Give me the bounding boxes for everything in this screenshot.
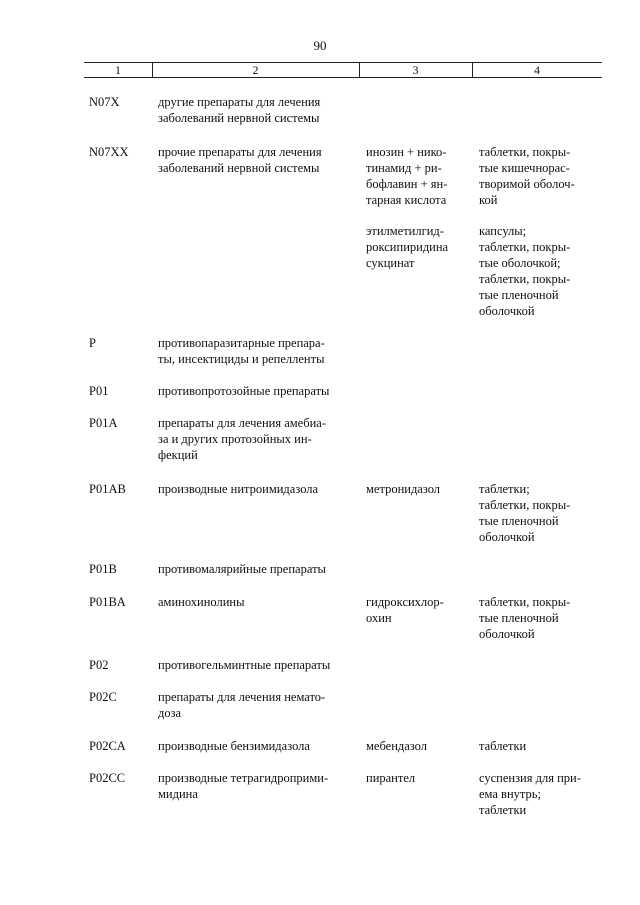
column-header-1: 1 xyxy=(115,63,121,77)
group-name: аминохинолины xyxy=(158,595,245,609)
dosage-form: таблетки, покры- тые пленочной оболочкой xyxy=(479,595,571,641)
atc-code: P02 xyxy=(89,658,109,672)
atc-code: P02C xyxy=(89,690,117,704)
group-name: производные нитроимидазола xyxy=(158,482,319,496)
drug-name: пирантел xyxy=(366,771,416,785)
dosage-form: таблетки xyxy=(479,739,527,753)
dosage-form: суспензия для при- ема внутрь; таблетки xyxy=(479,771,581,817)
group-name: препараты для лечения амебиа- за и других протозойных ин- фекций xyxy=(158,416,326,462)
atc-code: P01AB xyxy=(89,482,126,496)
atc-code: P01B xyxy=(89,562,117,576)
dosage-form: таблетки; таблетки, покры- тые пленочной оболочкой xyxy=(479,482,571,544)
atc-code: P01A xyxy=(89,416,118,430)
column-header-4: 4 xyxy=(534,63,540,77)
atc-code: P01 xyxy=(89,384,109,398)
dosage-form: таблетки, покры- тые кишечнорас- творимой оболоч- кой xyxy=(479,145,575,207)
group-name: противопаразитарные препара- ты, инсектициды и репелленты xyxy=(158,336,325,366)
dosage-form: капсулы; таблетки, покры- тые оболочкой; таблетки, покры- тые пленочной оболочкой xyxy=(479,224,571,318)
drug-name: гидроксихлор- охин xyxy=(366,595,444,625)
group-name: другие препараты для лечения заболеваний нервной системы xyxy=(158,95,321,125)
atc-code: N07X xyxy=(89,95,120,109)
column-header-2: 2 xyxy=(252,63,259,77)
atc-code: P02CC xyxy=(89,771,126,785)
column-header-3: 3 xyxy=(412,63,419,77)
group-name: прочие препараты для лечения заболеваний нервной системы xyxy=(158,145,322,175)
group-name: противогельминтные препараты xyxy=(158,658,331,672)
group-name: противомалярийные препараты xyxy=(158,562,326,576)
group-name: препараты для лечения немато- доза xyxy=(158,690,326,720)
atc-code: P01BA xyxy=(89,595,126,609)
atc-code: P02CA xyxy=(89,739,126,753)
group-name: противопротозойные препараты xyxy=(158,384,330,398)
group-name: производные бензимидазола xyxy=(158,739,310,753)
group-name: производные тетрагидроприми- мидина xyxy=(158,771,329,801)
drug-name: инозин + нико- тинамид + ри- бофлавин + ян- тарная кислота xyxy=(366,145,448,207)
column-header xyxy=(84,62,602,78)
atc-code: N07XX xyxy=(89,145,129,159)
drug-name: мебендазол xyxy=(366,739,427,753)
atc-code: P xyxy=(89,336,96,350)
drug-name: этилметилгид- роксипиридина сукцинат xyxy=(366,224,449,270)
page-number: 90 xyxy=(313,38,327,53)
drug-name: метронидазол xyxy=(366,482,441,496)
